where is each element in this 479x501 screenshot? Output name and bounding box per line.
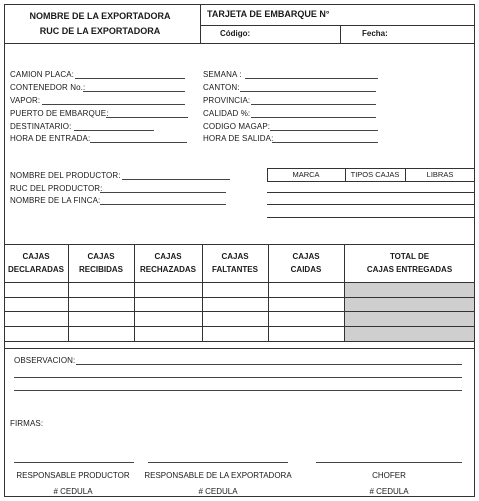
- quality-label: CALIDAD %:: [203, 109, 251, 118]
- canton-field[interactable]: [240, 91, 376, 92]
- observations-line-3[interactable]: [14, 390, 462, 391]
- truck-plate-label: CAMION PLACA:: [10, 70, 74, 79]
- fallen-boxes-header: CAJAS CAIDAS: [290, 252, 322, 274]
- rejected-boxes-header: CAJAS RECHAZADAS: [140, 252, 196, 274]
- header-bottom-line: [4, 43, 475, 44]
- total-delivered-header: TOTAL DE CAJAS ENTREGADAS: [366, 252, 453, 274]
- exporter-id-label: # CEDULA: [198, 487, 238, 496]
- week-field[interactable]: [245, 78, 378, 79]
- observations-line-2[interactable]: [14, 377, 462, 378]
- missing-boxes-header: CAJAS FALTANTES: [212, 252, 258, 274]
- driver-id-label: # CEDULA: [369, 487, 409, 496]
- boxes-table-top: [4, 244, 475, 245]
- boxes-table-row-1: [4, 297, 475, 298]
- exit-time-label: HORA DE SALIDA:: [203, 134, 274, 143]
- vessel-field[interactable]: [42, 104, 185, 105]
- producer-name-label: NOMBRE DEL PRODUCTOR:: [10, 171, 121, 180]
- header-code-divider: [340, 25, 341, 43]
- producer-name-field[interactable]: [122, 179, 230, 180]
- header-subline: [200, 25, 475, 26]
- boxes-table-row-2: [4, 311, 475, 312]
- week-label: SEMANA :: [203, 70, 242, 79]
- mark-table-header-bottom: [267, 181, 475, 182]
- date-label: Fecha:: [362, 29, 388, 38]
- received-boxes-header: CAJAS RECIBIDAS: [78, 252, 123, 274]
- producer-ruc-field[interactable]: [100, 192, 226, 193]
- port-label: PUERTO DE EMBARQUE:: [10, 109, 109, 118]
- producer-signer-role: RESPONSABLE PRODUCTOR: [16, 471, 130, 480]
- producer-ruc-label: RUC DEL PRODUCTOR:: [10, 184, 103, 193]
- entry-time-field[interactable]: [90, 142, 187, 143]
- card-title: TARJETA DE EMBARQUE N°: [207, 9, 330, 19]
- exporter-ruc-label: RUC DE LA EXPORTADORA: [39, 26, 161, 36]
- header-divider: [200, 4, 201, 43]
- exporter-name-label: NOMBRE DE LA EXPORTADORA: [29, 11, 171, 21]
- exporter-signature-line[interactable]: [148, 462, 288, 463]
- boxes-table-row-3: [4, 326, 475, 327]
- code-label: Código:: [220, 29, 251, 38]
- observations-top-line: [4, 348, 475, 349]
- magap-code-field[interactable]: [270, 130, 378, 131]
- driver-signer-role: CHOFER: [372, 471, 406, 480]
- container-field[interactable]: [83, 91, 185, 92]
- recipient-field[interactable]: [74, 130, 154, 131]
- boxes-table-bottom: [4, 341, 475, 342]
- observations-label: OBSERVACION:: [14, 356, 76, 365]
- canton-label: CANTON:: [203, 83, 240, 92]
- exporter-signer-role: RESPONSABLE DE LA EXPORTADORA: [144, 471, 292, 480]
- province-label: PROVINCIA:: [203, 96, 251, 105]
- box-types-header: TIPOS CAJAS: [350, 170, 400, 179]
- truck-plate-field[interactable]: [75, 78, 185, 79]
- driver-signature-line[interactable]: [316, 462, 462, 463]
- pounds-header: LIBRAS: [426, 170, 454, 179]
- quality-field[interactable]: [251, 117, 376, 118]
- magap-code-label: CODIGO MAGAP:: [203, 122, 271, 131]
- signatures-label: FIRMAS:: [10, 419, 44, 428]
- farm-name-label: NOMBRE DE LA FINCA:: [10, 196, 101, 205]
- port-field[interactable]: [106, 117, 188, 118]
- mark-header: MARCA: [292, 170, 320, 179]
- observations-line-1[interactable]: [76, 364, 462, 365]
- entry-time-label: HORA DE ENTRADA:: [10, 134, 91, 143]
- declared-boxes-header: CAJAS DECLARADAS: [8, 252, 64, 274]
- total-delivered-shaded-cells: [345, 283, 474, 341]
- mark-table-row-3[interactable]: [267, 217, 475, 218]
- exit-time-field[interactable]: [272, 142, 378, 143]
- container-label: CONTENEDOR No.:: [10, 83, 86, 92]
- province-field[interactable]: [251, 104, 376, 105]
- recipient-label: DESTINATARIO:: [10, 122, 72, 131]
- mark-table-row-2[interactable]: [267, 204, 475, 205]
- vessel-label: VAPOR:: [10, 96, 41, 105]
- producer-id-label: # CEDULA: [53, 487, 93, 496]
- producer-signature-line[interactable]: [14, 462, 134, 463]
- mark-table-row-1[interactable]: [267, 192, 475, 193]
- farm-name-field[interactable]: [100, 204, 226, 205]
